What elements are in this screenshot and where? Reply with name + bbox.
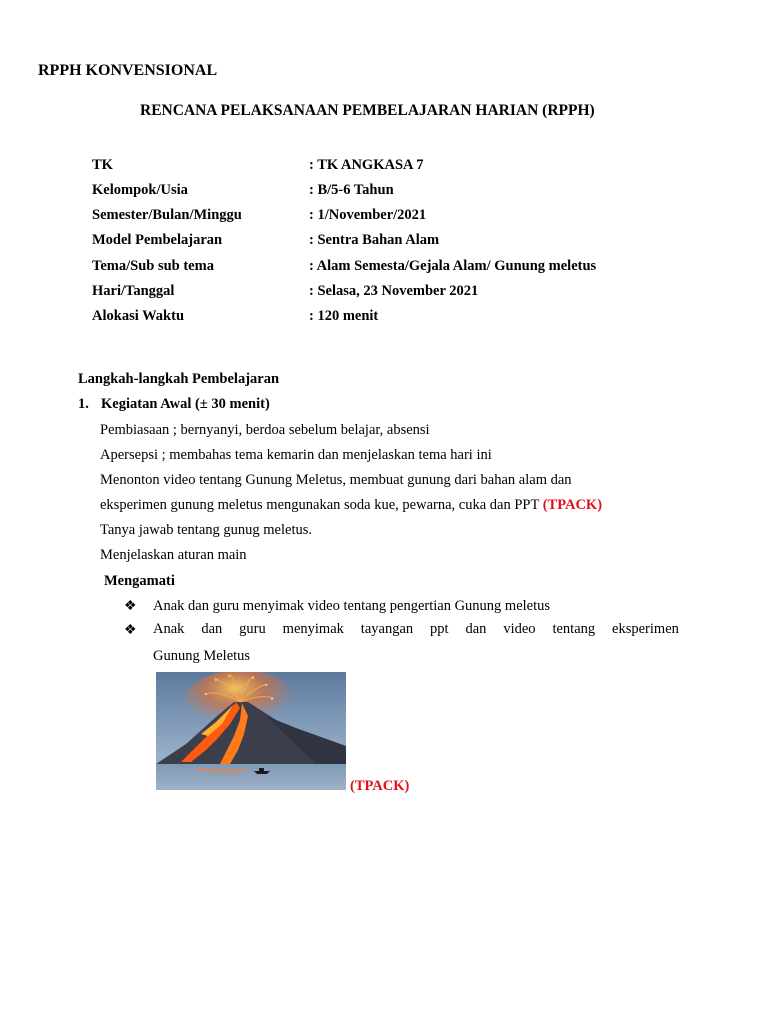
volcano-eruption-image (156, 672, 346, 790)
info-value-alokasi: : 120 menit (309, 308, 379, 324)
info-value-semester: : 1/November/2021 (309, 207, 427, 223)
document-title-text: RENCANA PELAKSANAAN PEMBELAJARAN HARIAN (RPPH) (140, 102, 595, 119)
bullet-diamond-icon: ❖ (124, 623, 137, 638)
tpack-label: (TPACK) (542, 497, 603, 513)
word: eksperimen (612, 621, 679, 637)
steps-heading: Langkah-langkah Pembelajaran (78, 371, 280, 387)
info-value-tema: : Alam Semesta/Gejala Alam/ Gunung meletus (309, 258, 597, 274)
word: dan (465, 621, 487, 637)
info-value-model: : Sentra Bahan Alam (309, 232, 440, 248)
bullet-diamond-icon: ❖ (124, 599, 137, 614)
line-menonton: Menonton video tentang Gunung Meletus, membuat gunung dari bahan alam dan (100, 472, 572, 488)
word: ppt (430, 621, 449, 637)
word: tayangan (360, 621, 414, 637)
section-title: Kegiatan Awal (± 30 menit) (101, 396, 270, 412)
bullet-item-2-continued: Gunung Meletus (153, 648, 251, 664)
line-pembiasaan: Pembiasaan ; bernyanyi, berdoa sebelum belajar, absensi (100, 422, 430, 438)
document-heading: RPPH KONVENSIONAL (38, 62, 218, 79)
section-number: 1. (78, 396, 89, 412)
info-value-kelompok: : B/5-6 Tahun (309, 182, 394, 198)
bullet-item-1: Anak dan guru menyimak video tentang pengertian Gunung meletus (153, 598, 551, 614)
info-value-tk: : TK ANGKASA 7 (309, 157, 424, 173)
word: guru (239, 621, 266, 637)
info-label-hari: Hari/Tanggal (92, 283, 175, 299)
line-aturan-main: Menjelaskan aturan main (100, 547, 247, 563)
info-label-kelompok: Kelompok/Usia (92, 182, 188, 198)
info-label-semester: Semester/Bulan/Minggu (92, 207, 242, 223)
word: tentang (552, 621, 596, 637)
info-label-model: Model Pembelajaran (92, 232, 223, 248)
word: dan (201, 621, 223, 637)
word: video (503, 621, 536, 637)
info-label-tema: Tema/Sub sub tema (92, 258, 214, 274)
info-label-tk: TK (92, 157, 113, 173)
word: Anak (153, 621, 185, 637)
observe-heading: Mengamati (104, 573, 175, 589)
line-tanya-jawab: Tanya jawab tentang gunug meletus. (100, 522, 312, 538)
line-eksperimen (100, 497, 602, 514)
document-title (140, 102, 595, 120)
line-eksperimen-text: eksperimen gunung meletus mengunakan soda kue, pewarna, cuka dan PPT (100, 497, 540, 513)
word: menyimak (282, 621, 344, 637)
bullet-item-2 (153, 621, 679, 638)
info-value-hari: : Selasa, 23 November 2021 (309, 283, 479, 299)
info-label-alokasi: Alokasi Waktu (92, 308, 185, 324)
image-tpack-label: (TPACK) (350, 778, 410, 794)
line-apersepsi: Apersepsi ; membahas tema kemarin dan menjelaskan tema hari ini (100, 447, 492, 463)
